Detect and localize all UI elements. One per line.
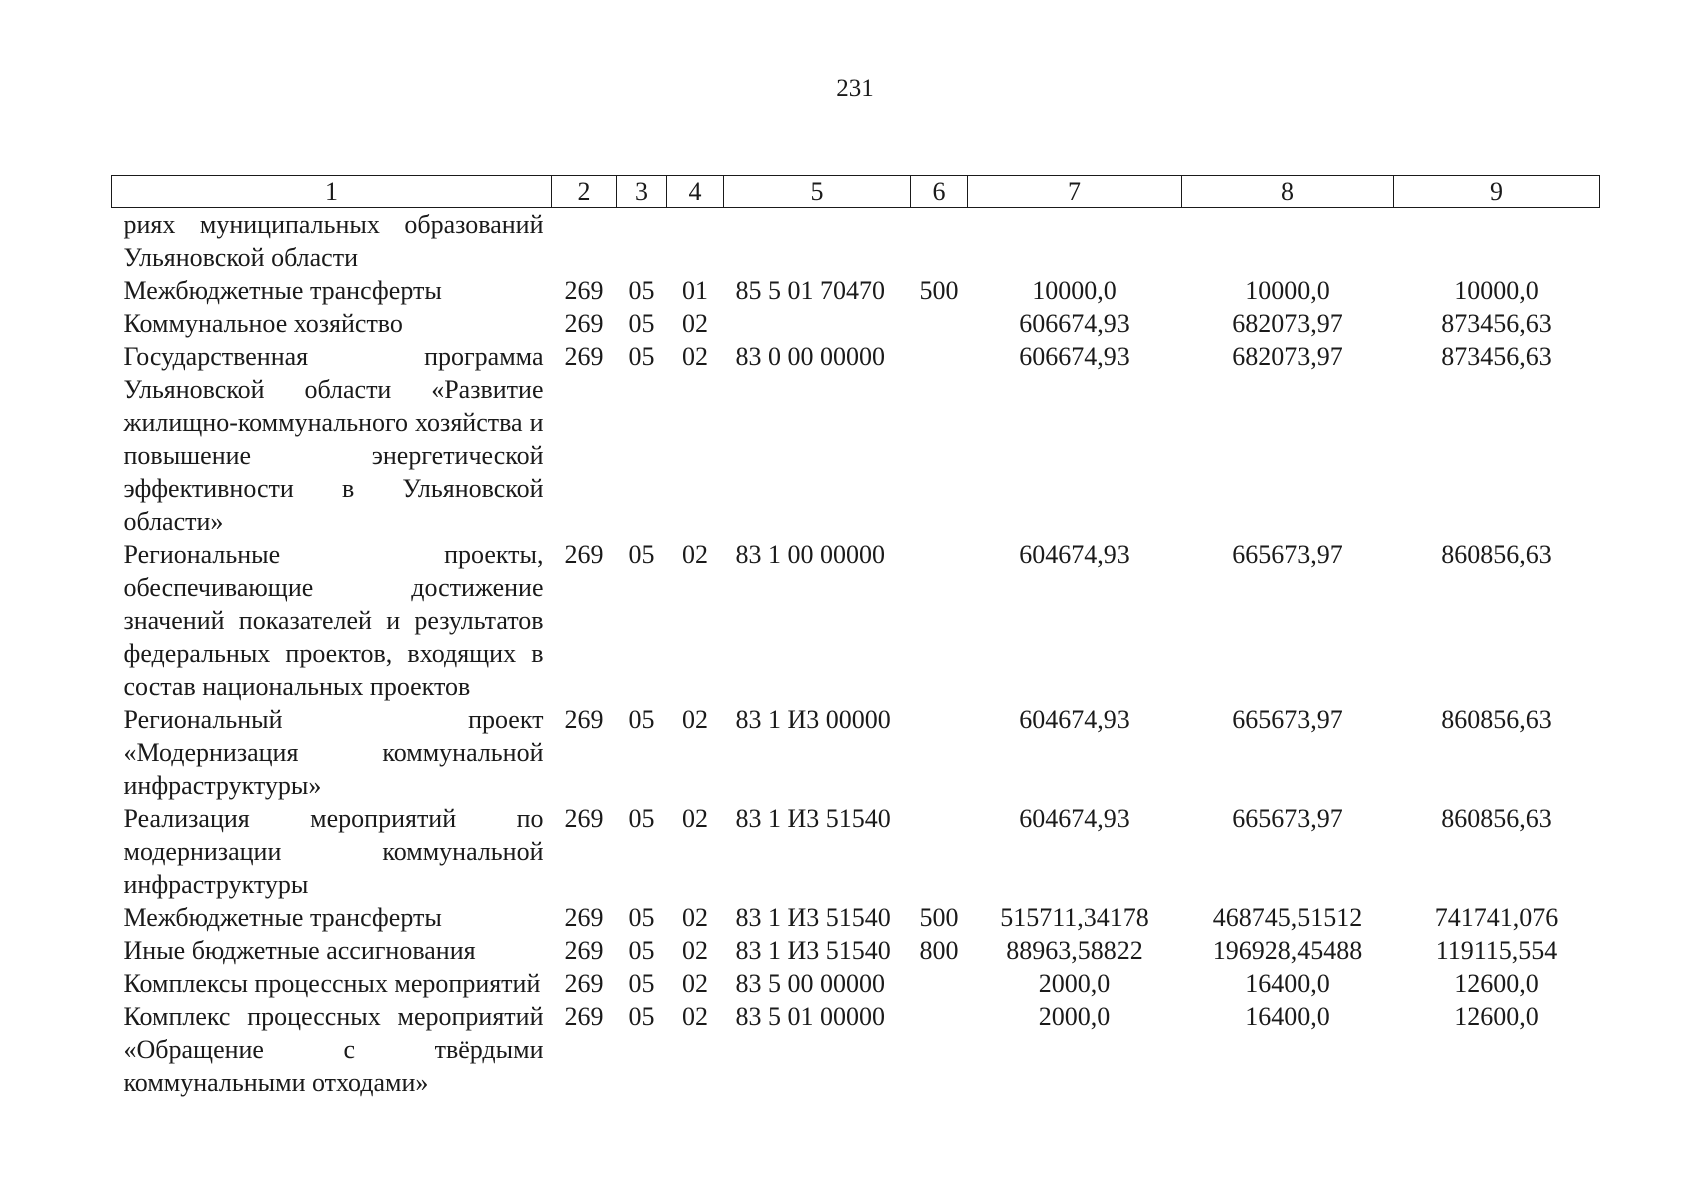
amount-col7-cell: 606674,93 [1019,342,1130,371]
row-name-cell: Иные бюджетные ассигнования [123,936,476,965]
expense-type-cell [911,1000,968,1099]
target-article-cell [724,208,911,275]
section-code-cell: 05 [628,903,655,932]
target-article-cell [724,307,911,340]
chapter-code-cell: 269 [564,804,604,833]
amount-col8-cell: 10000,0 [1245,276,1330,305]
budget-table [111,175,1600,1099]
section-code-cell [617,208,667,275]
amount-col7-cell: 2000,0 [1038,1002,1111,1031]
expense-type-cell: 500 [919,276,959,305]
section-code-cell: 05 [628,342,655,371]
amount-col9-cell: 12600,0 [1454,1002,1539,1031]
section-code-cell: 05 [628,969,655,998]
amount-col9-cell: 860856,63 [1441,705,1552,734]
expense-type-cell: 500 [919,903,959,932]
column-header: 2 [552,176,617,208]
table-row [112,274,1600,307]
row-name-cell: Межбюджетные трансферты [123,276,442,305]
amount-col8-cell: 682073,97 [1232,342,1343,371]
amount-col8-cell: 468745,51512 [1212,903,1363,932]
expense-type-cell [911,307,968,340]
section-code-cell: 05 [628,936,655,965]
section-code-cell: 05 [628,804,655,833]
target-article-cell: 83 5 00 00000 [735,969,885,998]
chapter-code-cell: 269 [564,903,604,932]
page-number: 231 [836,75,874,102]
row-name-cell: Региональные проекты, обеспечивающие достижение значений показателей и результатов федеральных проектов, входящих в состав национальных проектов [123,540,544,701]
target-article-cell: 85 5 01 70470 [735,276,885,305]
row-name-cell: риях муниципальных образований Ульяновской области [123,210,544,272]
row-name-cell: Межбюджетные трансферты [123,903,442,932]
amount-col9-cell: 10000,0 [1454,276,1539,305]
target-article-cell: 83 0 00 00000 [735,342,885,371]
row-name-cell: Реализация мероприятий по модернизации коммунальной инфраструктуры [123,804,544,899]
expense-type-cell [911,340,968,538]
column-header: 6 [911,176,968,208]
chapter-code-cell: 269 [564,342,604,371]
chapter-code-cell: 269 [564,1002,604,1031]
amount-col9-cell: 860856,63 [1441,804,1552,833]
subsection-code-cell: 02 [682,903,708,932]
amount-col7-cell [968,208,1182,275]
section-code-cell: 05 [628,540,655,569]
amount-col7-cell: 604674,93 [1019,540,1130,569]
target-article-cell: 83 1 И3 51540 [735,936,891,965]
target-article-cell: 83 5 01 00000 [735,1002,885,1031]
amount-col9-cell [1394,208,1600,275]
table-row [112,934,1600,967]
subsection-code-cell [667,208,724,275]
chapter-code-cell: 269 [564,969,604,998]
subsection-code-cell: 02 [682,969,708,998]
column-header: 8 [1182,176,1394,208]
expense-type-cell: 800 [919,936,959,965]
expense-type-cell [911,538,968,703]
table-row [112,967,1600,1000]
chapter-code-cell [552,208,617,275]
subsection-code-cell: 02 [682,309,708,338]
subsection-code-cell: 02 [682,804,708,833]
chapter-code-cell: 269 [564,540,604,569]
amount-col8-cell: 196928,45488 [1212,936,1363,965]
amount-col8-cell: 16400,0 [1245,969,1330,998]
table-row [112,307,1600,340]
subsection-code-cell: 02 [682,342,708,371]
subsection-code-cell: 02 [682,1002,708,1031]
amount-col8-cell: 16400,0 [1245,1002,1330,1031]
section-code-cell: 05 [628,705,655,734]
expense-type-cell [911,802,968,901]
amount-col7-cell: 515711,34178 [1000,903,1149,932]
amount-col9-cell: 873456,63 [1441,342,1552,371]
chapter-code-cell: 269 [564,705,604,734]
amount-col7-cell: 10000,0 [1032,276,1117,305]
amount-col8-cell: 682073,97 [1232,309,1343,338]
table-row [112,703,1600,802]
amount-col9-cell: 873456,63 [1441,309,1552,338]
row-name-cell: Комплексы процессных мероприятий [123,969,541,998]
subsection-code-cell: 01 [682,276,708,305]
column-header: 5 [724,176,911,208]
amount-col7-cell: 604674,93 [1019,705,1130,734]
table-row [112,901,1600,934]
row-name-cell: Региональный проект «Модернизация коммунальной инфраструктуры» [123,705,544,800]
section-code-cell: 05 [628,276,655,305]
amount-col9-cell: 741741,076 [1434,903,1559,932]
amount-col7-cell: 88963,58822 [1006,936,1143,965]
target-article-cell: 83 1 00 00000 [735,540,885,569]
chapter-code-cell: 269 [564,276,604,305]
section-code-cell: 05 [628,1002,655,1031]
column-header: 1 [112,176,552,208]
column-header: 9 [1394,176,1600,208]
column-number-header-row [112,176,1600,208]
row-name-cell: Государственная программа Ульяновской области «Развитие жилищно-коммунального хозяйства и повышение энергетической эффективности в Ульяновской области» [123,342,544,536]
amount-col8-cell: 665673,97 [1232,705,1343,734]
subsection-code-cell: 02 [682,540,708,569]
row-name-cell: Комплекс процессных мероприятий «Обращение с твёрдыми коммунальными отходами» [123,1002,544,1097]
amount-col9-cell: 12600,0 [1454,969,1539,998]
column-header: 4 [667,176,724,208]
target-article-cell: 83 1 И3 00000 [735,705,891,734]
amount-col9-cell: 860856,63 [1441,540,1552,569]
amount-col7-cell: 604674,93 [1019,804,1130,833]
target-article-cell: 83 1 И3 51540 [735,804,891,833]
expense-type-cell [911,967,968,1000]
chapter-code-cell: 269 [564,936,604,965]
table-row [112,340,1600,538]
chapter-code-cell: 269 [564,309,604,338]
column-header: 7 [968,176,1182,208]
section-code-cell: 05 [628,309,655,338]
amount-col8-cell: 665673,97 [1232,804,1343,833]
table-row [112,538,1600,703]
amount-col9-cell: 119115,554 [1435,936,1558,965]
table-row [112,802,1600,901]
row-name-cell: Коммунальное хозяйство [123,309,403,338]
expense-type-cell [911,208,968,275]
subsection-code-cell: 02 [682,936,708,965]
amount-col7-cell: 2000,0 [1038,969,1111,998]
table-row [112,1000,1600,1099]
subsection-code-cell: 02 [682,705,708,734]
expense-type-cell [911,703,968,802]
target-article-cell: 83 1 И3 51540 [735,903,891,932]
table-row [112,208,1600,275]
amount-col8-cell [1182,208,1394,275]
column-header: 3 [617,176,667,208]
amount-col7-cell: 606674,93 [1019,309,1130,338]
amount-col8-cell: 665673,97 [1232,540,1343,569]
